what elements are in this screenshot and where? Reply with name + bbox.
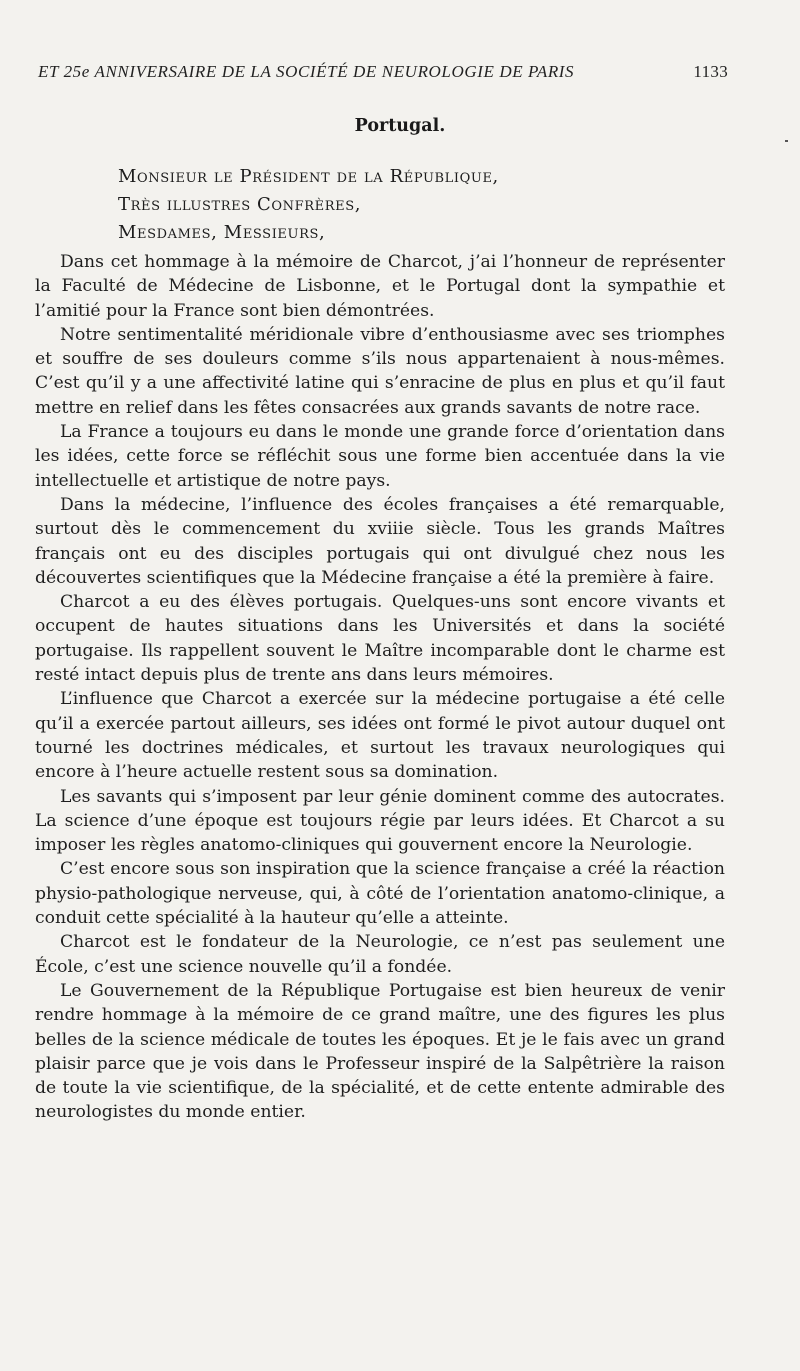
body-text [35,250,725,1125]
page-number: 1133 [693,62,728,81]
section-title: Portugal. [354,116,446,136]
paragraph: Les savants qui s’imposent par leur génie dominent comme des autocrates. La science d’une époque est toujours régie par leurs idées. Et Charcot a su imposer les règles anatomo-cliniques qui gouvernent encore la Neurologie. [35,786,725,856]
paragraph: La France a toujours eu dans le monde une grande force d’orientation dans les idées, cette force se réfléchit sous une forme bien accentuée dans la vie intellectuelle et artistique de notre pays. [35,422,725,491]
paragraph: Dans cet hommage à la mémoire de Charcot, j’ai l’honneur de représenter la Faculté de Médecine de Lisbonne, et le Portugal dont la sympathie et l’amitié pour la France sont bien démontrées. [35,252,725,321]
paragraph: L’influence que Charcot a exercée sur la médecine portugaise a été celle qu’il a exercée partout ailleurs, ses idées ont formé le pivot autour duquel ont tourné les doctrines médicales, et surtout les travaux neurologiques qui encore à l’heure actuelle restent sous sa domination. [35,689,725,783]
paragraph: Le Gouvernement de la République Portugaise est bien heureux de venir rendre hommage à la mémoire de ce grand maître, une des figures les plus belles de la science médicale de toutes les époques. Et je le fais avec un grand plaisir parce que je vois dans le Professeur inspiré de la Salpêtrière la raison de toute la vie scientifique, de la spécialité, et de cette entente admirable des neurologistes du monde entier. [35,980,725,1123]
salutation-line: Très illustres Confrères, [118,194,362,215]
paragraph: Charcot a eu des élèves portugais. Quelques-uns sont encore vivants et occupent de hautes situations dans les Universités et dans la société portugaise. Ils rappellent souvent le Maître incomparable dont le charme est resté intact depuis plus de trente ans dans leurs mémoires. [35,592,725,686]
running-header-title: ET 25e ANNIVERSAIRE DE LA SOCIÉTÉ DE NEUROLOGIE DE PARIS [38,62,575,81]
running-header [38,62,728,82]
paragraph: Notre sentimentalité méridionale vibre d’enthousiasme avec ses triomphes et souffre de ses douleurs comme s’ils nous appartenaient à nous-mêmes. C’est qu’il y a une affectivité latine qui s’enracine de plus en plus et qu’il faut mettre en relief dans les fêtes consacrées aux grands savants de notre race. [35,324,725,418]
paragraph: Dans la médecine, l’influence des écoles françaises a été remarquable, surtout dès le commencement du xviiie siècle. Tous les grands Maîtres français ont eu des disciples portugais qui ont divulgué chez nous les découvertes scientifiques que la Médecine française a été la première à faire. [35,494,725,588]
paragraph: C’est encore sous son inspiration que la science française a créé la réaction physio-pathologique nerveuse, qui, à côté de l’orientation anatomo-clinique, a conduit cette spécialité à la hauteur qu’elle a atteinte. [35,859,725,929]
scan-speck [785,140,788,142]
salutation-line: Monsieur le Président de la République, [118,166,499,187]
salutation-block [118,163,499,247]
paragraph: Charcot est le fondateur de la Neurologie, ce n’est pas seulement une École, c’est une science nouvelle qu’il a fondée. [35,932,725,977]
salutation-line: Mesdames, Messieurs, [118,222,326,243]
